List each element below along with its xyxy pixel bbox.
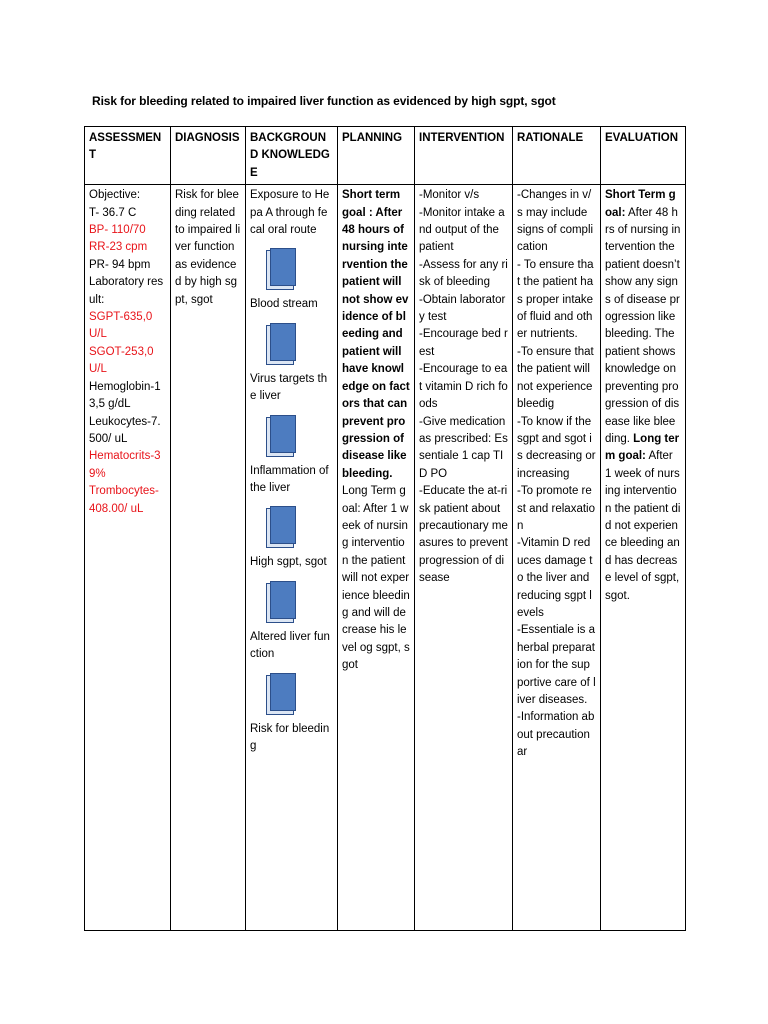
evaluation-long-term-text: After 1 week of nursing intervention the patient did not experience bleeding and has decrease level of sgpt, sgot. xyxy=(605,450,681,602)
rationale-item: -To promote rest and relaxation xyxy=(517,485,595,532)
intervention-item: -Encourage bed rest xyxy=(419,328,508,358)
evaluation-long-term-label: Long term goal: xyxy=(605,432,680,463)
planning-cell xyxy=(338,185,415,931)
assessment-line: Objective: xyxy=(89,189,141,202)
header-assessment: ASSESSMENT xyxy=(85,127,171,185)
flow-step: Risk for bleeding xyxy=(250,722,330,753)
header-rationale: RATIONALE xyxy=(513,127,601,185)
background-knowledge-cell xyxy=(246,185,338,931)
assessment-line: Laboratory result: xyxy=(89,276,164,306)
intervention-cell xyxy=(415,185,513,931)
rationale-item: -Vitamin D reduces damage to the liver and reducing sgpt levels xyxy=(517,537,593,619)
flow-step: High sgpt, sgot xyxy=(250,556,327,569)
down-arrow-icon xyxy=(270,323,296,361)
assessment-line: RR-23 cpm xyxy=(89,241,148,254)
assessment-line: Trombocytes- 408.00/ uL xyxy=(89,485,159,515)
flow-step: Virus targets the liver xyxy=(250,372,328,403)
assessment-cell xyxy=(85,185,171,931)
down-arrow-icon xyxy=(270,415,296,453)
assessment-line: T- 36.7 C xyxy=(89,206,137,219)
planning-long-term-goal: Long Term goal: After 1 week of nursing intervention the patient will not experience bleeding and will decrease his level og sgpt, sgot xyxy=(342,485,410,672)
table-header-row xyxy=(85,127,686,185)
assessment-line: SGPT-635,0 U/L xyxy=(89,311,153,341)
intervention-item: -Encourage to eat vitamin D rich foods xyxy=(419,363,508,411)
assessment-line: BP- 110/70 xyxy=(89,224,146,237)
assessment-line: Leukocytes-7.500/ uL xyxy=(89,415,161,445)
rationale-cell xyxy=(513,185,601,931)
rationale-item: -Information about precautionar xyxy=(517,711,595,759)
down-arrow-icon xyxy=(270,506,296,544)
evaluation-short-term-text: After 48 hrs of nursing intervention the patient doesn’t show any signs of disease progression like bleeding. The patient shows knowledge on preventing progression of disease like bleeding. xyxy=(605,206,681,445)
down-arrow-icon xyxy=(270,248,296,286)
rationale-item: -To ensure that the patient will not experience bleedig xyxy=(517,345,594,411)
flow-step: Exposure to Hepa A through fecal oral route xyxy=(250,189,330,237)
flow-step: Blood stream xyxy=(250,298,318,311)
page-title: Risk for bleeding related to impaired liver function as evidenced by high sgpt, sgot xyxy=(92,94,556,108)
intervention-item: -Educate the at-risk patient about precautionary measures to prevent progression of disease xyxy=(419,485,508,585)
intervention-item: -Monitor intake and output of the patient xyxy=(419,206,505,254)
intervention-item: -Monitor v/s xyxy=(419,189,480,202)
diagnosis-cell: Risk for bleeding related to impaired liver function as evidenced by high sgpt, sgot xyxy=(171,185,246,931)
table-row xyxy=(85,185,686,931)
assessment-line: Hemoglobin-13,5 g/dL xyxy=(89,380,161,411)
header-intervention: INTERVENTION xyxy=(415,127,513,185)
flow-step: Inflammation of the liver xyxy=(250,464,329,495)
intervention-item: -Obtain laboratory test xyxy=(419,293,506,324)
down-arrow-icon xyxy=(270,673,296,711)
down-arrow-icon xyxy=(270,581,296,619)
rationale-item: - To ensure that the patient has proper intake of fluid and other nutrients. xyxy=(517,258,594,341)
rationale-item: -Essentiale is a herbal preparation for the supportive care of liver diseases. xyxy=(517,624,596,706)
evaluation-short-term-label: Short Term goal: xyxy=(605,189,676,219)
planning-short-term-goal: Short term goal : After 48 hours of nursing intervention the patient will not show evidence of bleeding and patient will have knowledge on factors that can prevent progression of disease like bleeding. xyxy=(342,189,410,480)
assessment-line: SGOT-253,0 U/L xyxy=(89,345,154,376)
assessment-line: Hematocrits-39% xyxy=(89,450,161,480)
header-diagnosis: DIAGNOSIS xyxy=(171,127,246,185)
header-background-knowledge: BACKGROUND KNOWLEDGE xyxy=(246,127,338,185)
assessment-line: PR- 94 bpm xyxy=(89,258,151,271)
header-evaluation: EVALUATION xyxy=(601,127,686,185)
evaluation-cell xyxy=(601,185,686,931)
header-planning: PLANNING xyxy=(338,127,415,185)
intervention-item: -Give medication as prescribed: Essentiale 1 cap TID PO xyxy=(419,415,508,480)
intervention-item: -Assess for any risk of bleeding xyxy=(419,258,508,289)
nursing-care-plan-table xyxy=(84,126,686,931)
rationale-item: -Changes in v/s may include signs of complication xyxy=(517,189,594,254)
flow-step: Altered liver function xyxy=(250,630,330,661)
rationale-item: -To know if the sgpt and sgot is decreasing or increasing xyxy=(517,415,596,480)
